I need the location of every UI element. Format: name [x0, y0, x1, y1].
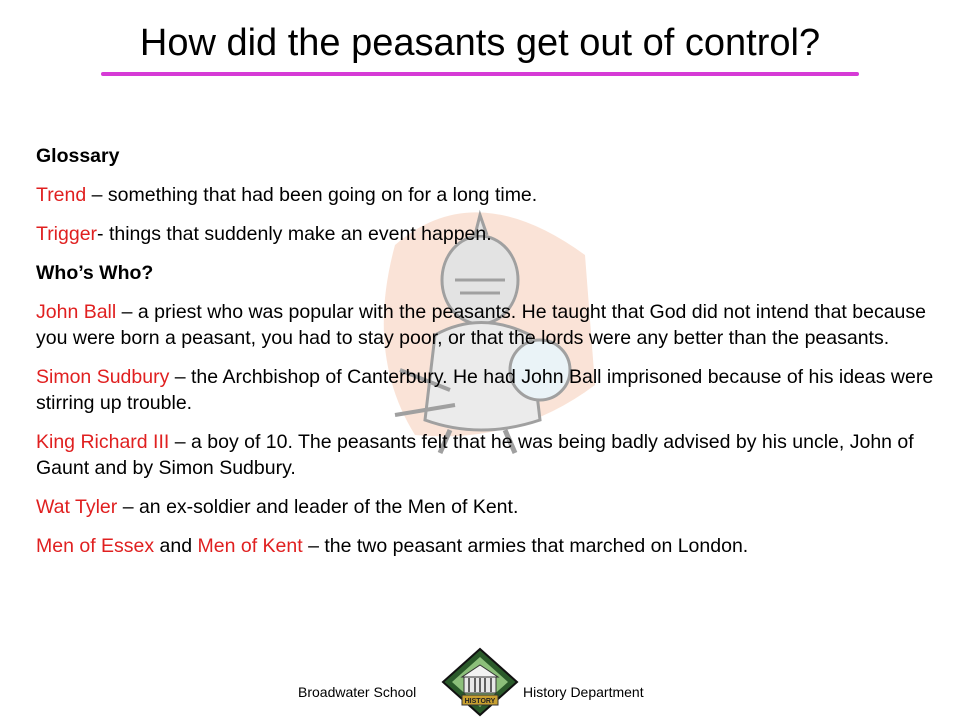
term-king-richard: King Richard III — [36, 431, 170, 453]
description-wat-tyler: – an ex-soldier and leader of the Men of Kent. — [117, 496, 519, 518]
definition-trigger: - things that suddenly make an event happen. — [97, 223, 492, 245]
armies-connector: and — [154, 535, 198, 557]
person-wat-tyler — [36, 494, 936, 520]
person-john-ball — [36, 299, 936, 351]
term-men-of-essex: Men of Essex — [36, 535, 155, 557]
page-title: How did the peasants get out of control? — [139, 22, 821, 64]
term-wat-tyler: Wat Tyler — [36, 496, 118, 518]
description-simon-sudbury: – the Archbishop of Canterbury. He had John Ball imprisoned because of his ideas were stirring up trouble. — [36, 366, 934, 414]
description-john-ball: – a priest who was popular with the peasants. He taught that God did not intend that because you were born a peasant, you had to stay poor, or that the lords were any better than the peasants. — [36, 301, 926, 349]
history-logo-icon — [440, 647, 520, 717]
glossary-item-trend — [36, 182, 936, 208]
term-trigger: Trigger — [36, 223, 98, 245]
logo-text: HISTORY — [464, 698, 496, 705]
person-king-richard — [36, 429, 936, 481]
title-underline — [101, 72, 859, 76]
description-king-richard: – a boy of 10. The peasants felt that he was being badly advised by his uncle, John of Gaunt and by Simon Sudbury. — [36, 431, 914, 479]
whos-who-heading: Who’s Who? — [36, 262, 154, 284]
term-john-ball: John Ball — [36, 301, 117, 323]
glossary-item-trigger — [36, 221, 936, 247]
glossary-heading: Glossary — [36, 145, 120, 167]
term-men-of-kent: Men of Kent — [197, 535, 303, 557]
content-body — [36, 143, 936, 572]
term-trend: Trend — [36, 184, 87, 206]
footer-department: History Department — [523, 684, 644, 700]
person-simon-sudbury — [36, 364, 936, 416]
peasant-armies — [36, 533, 936, 559]
footer-school: Broadwater School — [298, 684, 417, 700]
definition-trend: – something that had been going on for a long time. — [86, 184, 538, 206]
description-armies: – the two peasant armies that marched on London. — [302, 535, 749, 557]
term-simon-sudbury: Simon Sudbury — [36, 366, 170, 388]
